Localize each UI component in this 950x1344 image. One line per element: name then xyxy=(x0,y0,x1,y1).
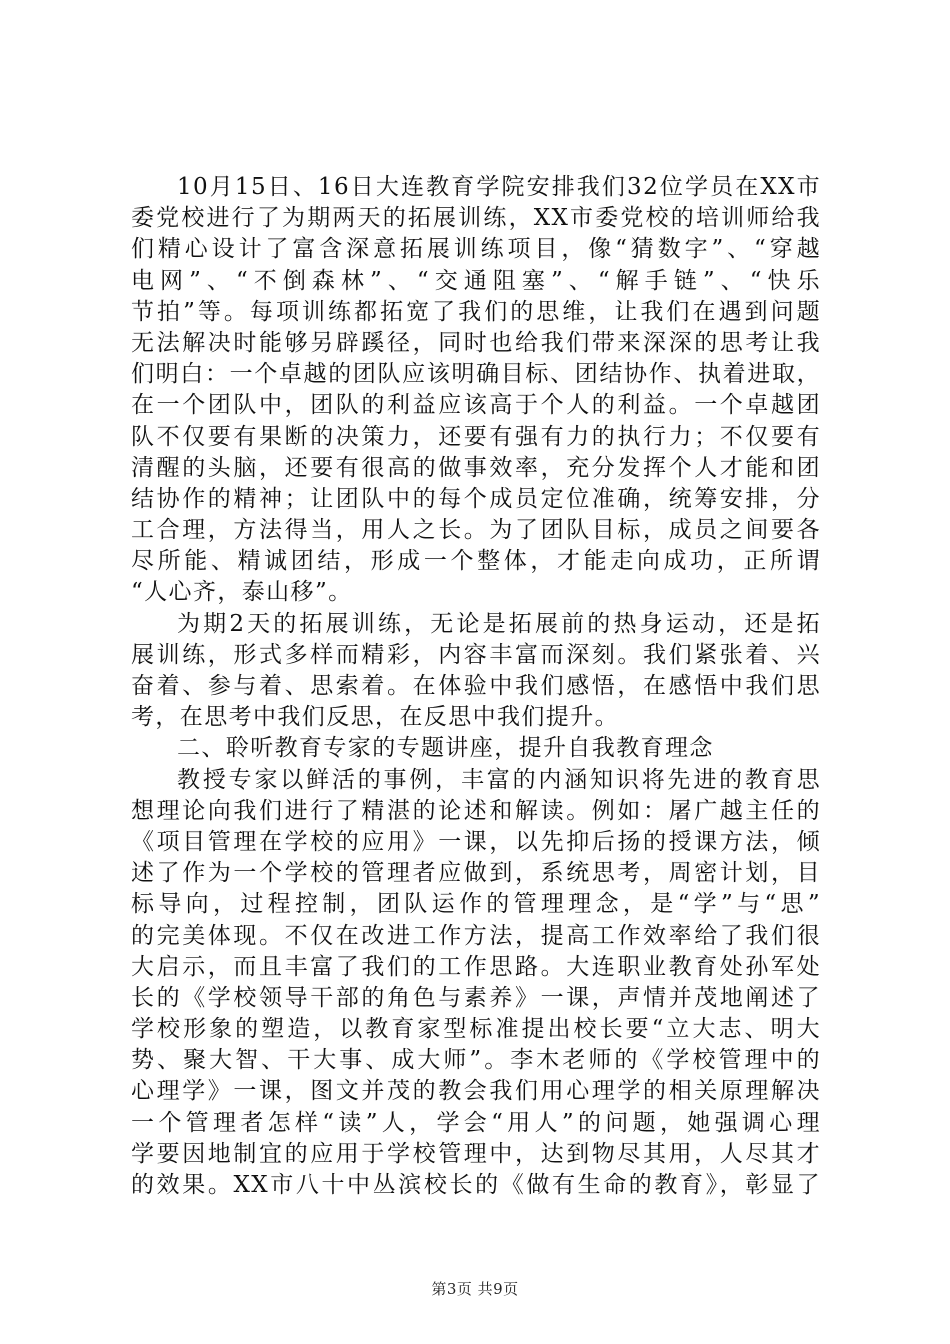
text-line: 们精心设计了富含深意拓展训练项目，像“猜数字”、“穿越 xyxy=(131,236,821,263)
text-line: 展训练，形式多样而精彩，内容丰富而深刻。我们紧张着、兴 xyxy=(131,641,821,668)
section-heading xyxy=(131,733,821,764)
text-line: 们明白：一个卓越的团队应该明确目标、团结协作、执着进取， xyxy=(131,361,821,388)
text-line: 无法解决时能够另辟蹊径，同时也给我们带来深深的思考让我 xyxy=(131,329,821,356)
text-line: 《项目管理在学校的应用》一课，以先抑后扬的授课方法，倾 xyxy=(131,828,821,855)
document-body xyxy=(131,172,821,1201)
text-line: “人心齐，泰山移”。 xyxy=(131,579,353,606)
text-line: 一个管理者怎样“读”人，学会“用人”的问题，她强调心理 xyxy=(131,1109,821,1136)
text-line: 10月15日、16日大连教育学院安排我们32位学员在XX市 xyxy=(177,174,821,200)
text-line: 大启示，而且丰富了我们的工作思路。大连职业教育处孙军处 xyxy=(131,953,821,980)
text-line: 长的《学校领导干部的角色与素养》一课，声情并茂地阐述了 xyxy=(131,984,821,1011)
text-line: 的效果。XX市八十中丛滨校长的《做有生命的教育》，彰显了 xyxy=(131,1172,821,1198)
text-line: 学校形象的塑造，以教育家型标准提出校长要“立大志、明大 xyxy=(131,1016,821,1043)
text-line: 电网”、“不倒森林”、“交通阻塞”、“解手链”、“快乐 xyxy=(131,267,821,294)
text-line: 清醒的头脑，还要有很高的做事效率，充分发挥个人才能和团 xyxy=(131,454,821,481)
text-line: 委党校进行了为期两天的拓展训练，XX市委党校的培训师给我 xyxy=(131,205,821,232)
text-line: 队不仅要有果断的决策力，还要有强有力的执行力；不仅要有 xyxy=(131,423,821,450)
text-line: 为期2天的拓展训练，无论是拓展前的热身运动，还是拓 xyxy=(177,610,821,637)
text-line: 尽所能、精诚团结，形成一个整体，才能走向成功，正所谓 xyxy=(131,548,821,575)
text-line: 工合理，方法得当，用人之长。为了团队目标，成员之间要各 xyxy=(131,517,821,544)
text-line: 在一个团队中，团队的利益应该高于个人的利益。一个卓越团 xyxy=(131,392,821,419)
text-line: 势、聚大智、干大事、成大师”。李木老师的《学校管理中的 xyxy=(131,1047,821,1074)
text-line: 奋着、参与着、思索着。在体验中我们感悟，在感悟中我们思 xyxy=(131,673,821,699)
text-line: 节拍”等。每项训练都拓宽了我们的思维，让我们在遇到问题 xyxy=(131,298,821,325)
paragraph xyxy=(131,765,821,1202)
text-line: 述了作为一个学校的管理者应做到，系统思考，周密计划，目 xyxy=(131,860,821,887)
text-line: 教授专家以鲜活的事例，丰富的内涵知识将先进的教育思 xyxy=(177,766,821,793)
heading-text: 二、聆听教育专家的专题讲座，提升自我教育理念 xyxy=(177,735,714,762)
paragraph xyxy=(131,609,821,734)
text-line: 的完美体现。不仅在改进工作方法，提高工作效率给了我们很 xyxy=(131,922,821,949)
page-number-footer: 第3页 共9页 xyxy=(431,1280,519,1298)
text-line: 心理学》一课，图文并茂的教会我们用心理学的相关原理解决 xyxy=(131,1078,821,1105)
text-line: 结协作的精神；让团队中的每个成员定位准确，统筹安排，分 xyxy=(131,485,821,512)
paragraph xyxy=(131,172,821,609)
text-line: 想理论向我们进行了精湛的论述和解读。例如：屠广越主任的 xyxy=(131,797,821,824)
text-line: 考，在思考中我们反思，在反思中我们提升。 xyxy=(131,704,619,731)
text-line: 学要因地制宜的应用于学校管理中，达到物尽其用，人尽其才 xyxy=(131,1140,821,1167)
text-line: 标导向，过程控制，团队运作的管理理念，是“学”与“思” xyxy=(131,891,821,918)
